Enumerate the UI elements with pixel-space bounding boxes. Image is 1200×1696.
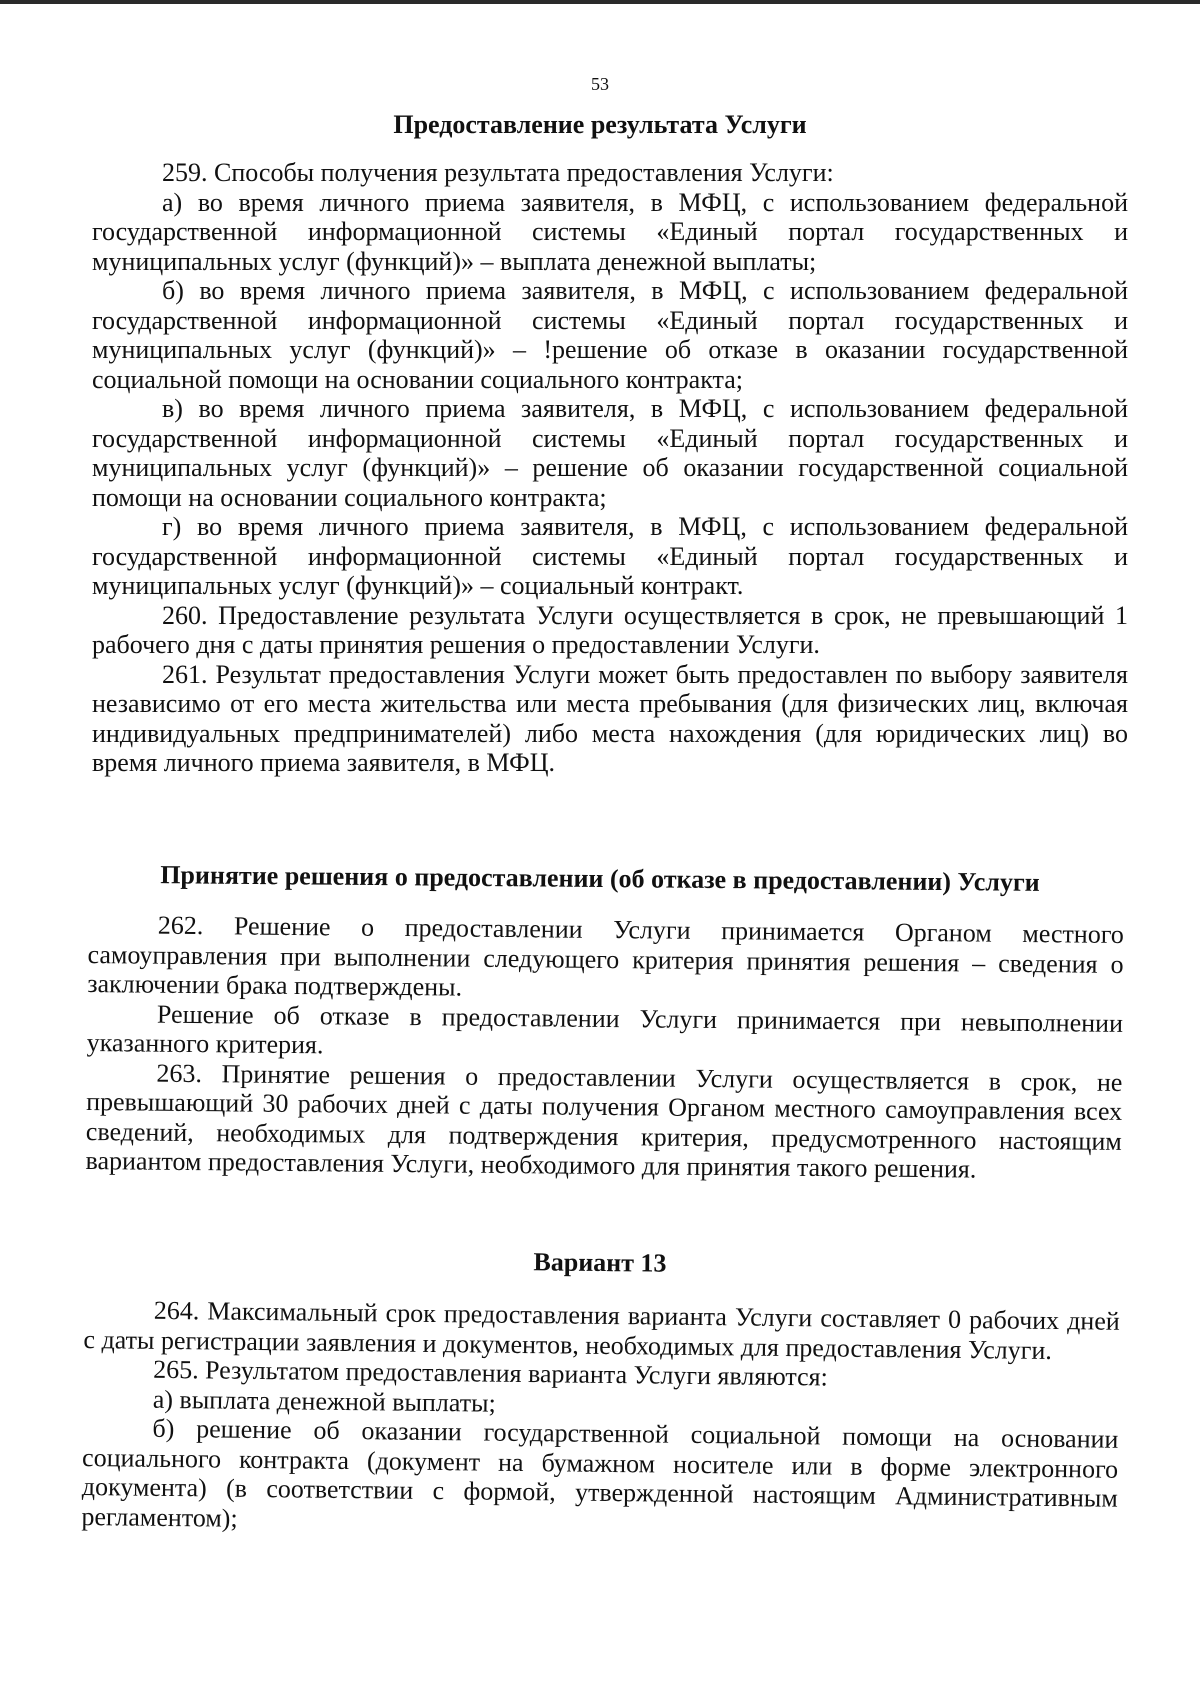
paragraph: б) решение об оказании государственной социальной помощи на основании социального контракта (документ на бумажном носителе или в форме электронного документа) (в соответствии с формой, утвержденной настоящим Административным регламентом); <box>81 1413 1119 1533</box>
paragraph: г) во время личного приема заявителя, в МФЦ, с использованием федеральной государственной информационной системы «Единый портал государственных и муниципальных услуг (функций)» – социальный контракт. <box>92 512 1128 600</box>
paragraph: Решение об отказе в предоставлении Услуги принимается при невыполнении указанного критерия. <box>86 999 1124 1060</box>
paragraph: в) во время личного приема заявителя, в МФЦ, с использованием федеральной государственной информационной системы «Единый портал государственных и муниципальных услуг (функций)» – решение об оказании государственной социальной помощи на основании социального контракта; <box>92 394 1128 512</box>
paragraph: 265. Результатом предоставления варианта Услуги являются: <box>152 1354 828 1392</box>
section-heading-result: Предоставление результата Услуги <box>393 110 807 139</box>
paragraph: 262. Решение о предоставлении Услуги принимается Органом местного самоуправления при выполнении следующего критерия принятия решения – сведения о заключении брака подтверждены. <box>87 910 1124 1002</box>
section-body-variant <box>81 1295 1120 1543</box>
paragraph: 261. Результат предоставления Услуги может быть предоставлен по выбору заявителя независимо от его места жительства или места пребывания (для физических лиц, включая индивидуальных предпринимателей) либо места нахождения (для юридических лиц) во время личного приема заявителя, в МФЦ. <box>92 659 1128 777</box>
paragraph: 259. Способы получения результата предоставления Услуги: <box>162 158 834 187</box>
paragraph: 263. Принятие решения о предоставлении Услуги осуществляется в срок, не превышающий 30 рабочих дней с даты получения Органом местного самоуправления всех сведений, необходимых для подтверждения критерия, предусмотренного настоящим вариантом предоставления Услуги, необходимого для принятия такого решения. <box>85 1058 1123 1184</box>
paragraph: 260. Предоставление результата Услуги осуществляется в срок, не превышающий 1 рабочего дня с даты принятия решения о предоставлении Услуги. <box>92 600 1128 659</box>
page-number: 53 <box>591 74 609 94</box>
section-body-decision <box>85 910 1124 1185</box>
paragraph: 264. Максимальный срок предоставления варианта Услуги составляет 0 рабочих дней с даты регистрации заявления и документов, необходимых для предоставления Услуги. <box>83 1295 1120 1365</box>
section-heading-variant: Вариант 13 <box>533 1247 667 1278</box>
section-heading-decision: Принятие решения о предоставлении (об отказе в предоставлении) Услуги <box>160 860 1040 897</box>
scan-top-edge <box>0 0 1200 4</box>
paragraph: б) во время личного приема заявителя, в МФЦ, с использованием федеральной государственной информационной системы «Единый портал государственных и муниципальных услуг (функций)» – !решение об отказе в оказании государственной социальной помощи на основании социального контракта; <box>92 276 1128 394</box>
paragraph: а) во время личного приема заявителя, в МФЦ, с использованием федеральной государственной информационной системы «Единый портал государственных и муниципальных услуг (функций)» – выплата денежной выплаты; <box>92 187 1128 276</box>
paragraph: а) выплата денежной выплаты; <box>152 1384 496 1418</box>
section-body-result <box>92 158 1128 778</box>
